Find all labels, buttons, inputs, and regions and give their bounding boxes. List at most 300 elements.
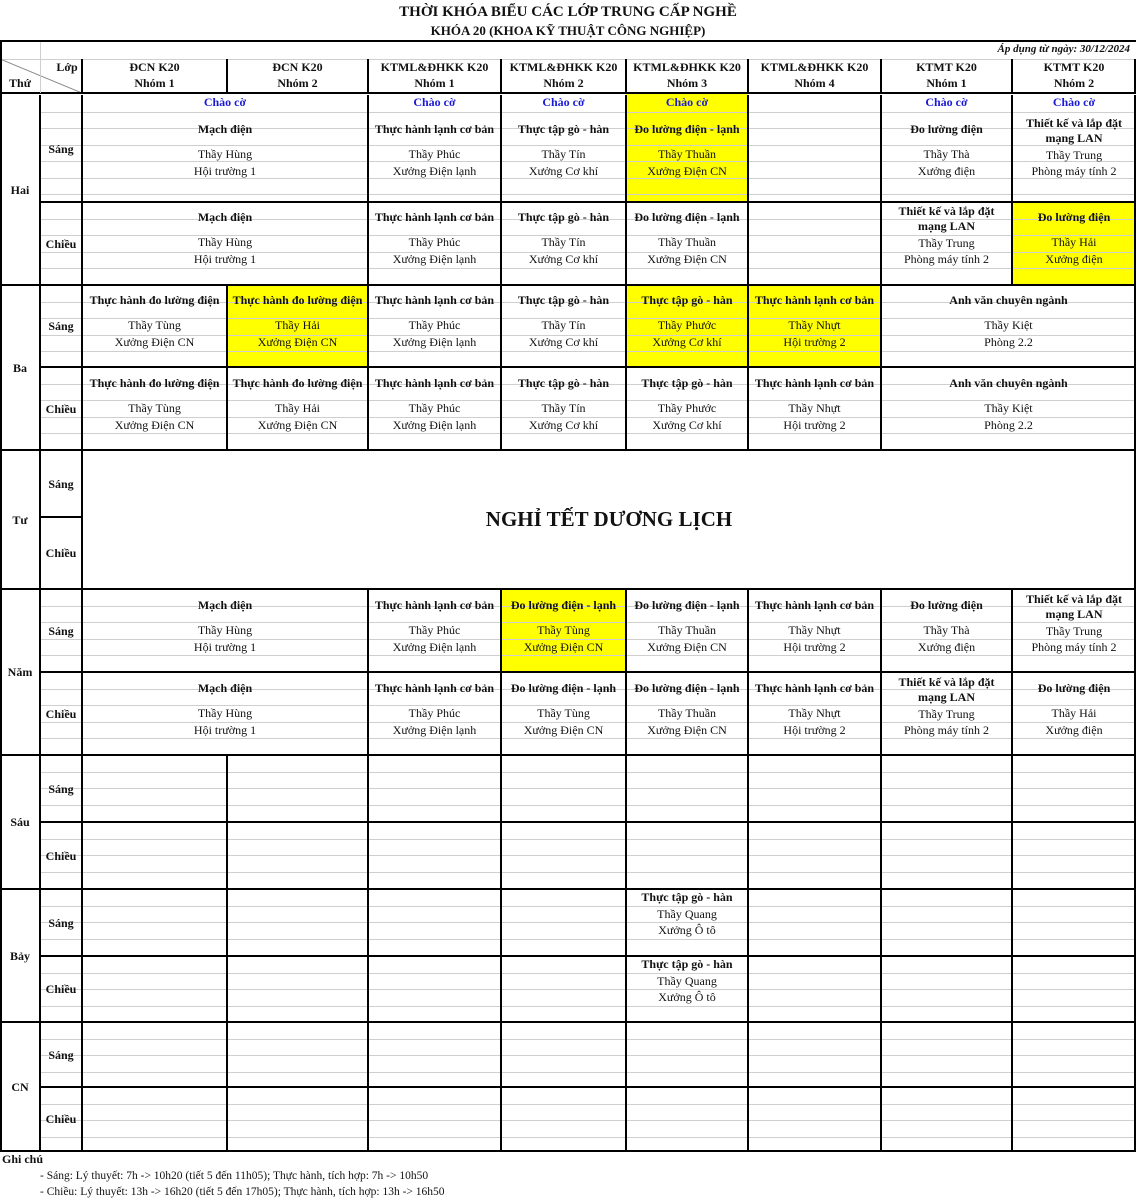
grid-line [40, 973, 82, 974]
grid-line [40, 1072, 82, 1073]
room-text: Xưởng Điện lạnh [392, 418, 477, 432]
grid-line [40, 302, 82, 303]
room-text: Xưởng Điện lạnh [392, 335, 477, 349]
teacher-text: Thầy Hải [275, 318, 320, 332]
border-line [1011, 822, 1013, 889]
border-line [747, 1087, 749, 1151]
border-line [367, 672, 369, 755]
grid-line [40, 722, 82, 723]
session-label: Sáng [48, 781, 74, 796]
note-line-morning: - Sáng: Lý thuyết: 7h -> 10h20 (tiết 5 đến 11h05); Thực hành, tích hợp: 7h -> 10h50 [40, 1170, 429, 1182]
border-line [39, 517, 41, 589]
session-label: Sáng [48, 141, 74, 156]
grid-line [40, 639, 82, 640]
grid-line [82, 145, 1136, 146]
border-line [625, 95, 627, 202]
border-line [500, 95, 502, 202]
grid-line [82, 1072, 1136, 1073]
subject-text: Mạch điện [197, 122, 253, 136]
grid-line [40, 872, 82, 873]
session-label: Chiều [45, 848, 77, 863]
border-line [500, 889, 502, 956]
border-line [226, 755, 228, 822]
border-line [500, 367, 502, 450]
class-group-header: Nhóm 1 [134, 76, 175, 90]
page-title: THỜI KHÓA BIỂU CÁC LỚP TRUNG CẤP NGHỀ [399, 4, 737, 20]
room-text: Xưởng Cơ khí [528, 252, 599, 266]
border-line [500, 956, 502, 1022]
grid-line [82, 738, 1136, 739]
salute-text: Chào cờ [665, 95, 709, 109]
border-line [367, 1087, 369, 1151]
grid-line [82, 788, 1136, 789]
class-name-header: ĐCN K20 [129, 60, 180, 74]
grid-line [82, 922, 1136, 923]
border-line [39, 202, 41, 285]
grid-line [82, 1137, 1136, 1138]
border-line [81, 589, 83, 672]
room-text: Xưởng Cơ khí [528, 418, 599, 432]
grid-line [40, 906, 82, 907]
room-text: Xưởng điện [1045, 252, 1103, 266]
room-text: Xưởng Điện CN [523, 723, 604, 737]
border-line [625, 202, 627, 285]
room-text: Xưởng Điện CN [647, 164, 727, 178]
subject-text: Thực tập gò - hàn [517, 122, 610, 136]
border-line [500, 672, 502, 755]
border-line [880, 589, 882, 672]
border-line [625, 672, 627, 755]
border-line [40, 366, 1136, 368]
grid-line [40, 40, 41, 59]
class-name-header: KTML&ĐHKK K20 [760, 60, 869, 74]
salute-text: Chào cờ [542, 95, 585, 109]
teacher-text: Thầy Tín [541, 235, 586, 249]
grid-line [40, 1039, 82, 1040]
border-line [880, 285, 882, 367]
teacher-text: Thầy Thuần [657, 235, 717, 249]
teacher-text: Thầy Nhựt [788, 318, 841, 332]
border-line [81, 95, 83, 202]
border-line [39, 956, 41, 1022]
border-line [39, 1022, 41, 1087]
teacher-text: Thầy Kiệt [984, 401, 1033, 415]
corner-day-label: Thứ [9, 76, 31, 90]
class-group-header: Nhóm 3 [666, 76, 708, 90]
grid-line [82, 973, 1136, 974]
subject-text: Thực hành lạnh cơ bản [374, 376, 495, 390]
session-label: Sáng [48, 476, 74, 491]
border-line [39, 285, 41, 367]
subject-text: Thực hành lạnh cơ bản [754, 598, 875, 612]
border-line [226, 59, 228, 93]
session-label: Chiều [45, 546, 77, 560]
subject-text: Thực tập gò - hàn [641, 376, 733, 390]
border-line [500, 822, 502, 889]
grid-line [82, 433, 1136, 434]
border-line [880, 1022, 882, 1087]
teacher-text: Thầy Quang [657, 974, 717, 988]
session-label: Chiều [45, 706, 77, 721]
subject-text: Thực tập gò - hàn [641, 293, 733, 307]
border-line [625, 889, 627, 956]
subject-text: Đo lường điện - lạnh [634, 210, 740, 224]
subject-text: Thực tập gò - hàn [641, 957, 733, 971]
teacher-text: Thầy Tùng [128, 318, 181, 332]
grid-line [40, 252, 82, 253]
subject-text: Đo lường điện - lạnh [510, 598, 617, 612]
grid-line [82, 772, 1136, 773]
room-text: Xưởng điện [917, 164, 976, 178]
grid-line [82, 1039, 1136, 1040]
border-line [81, 367, 83, 450]
class-name-header: KTML&ĐHKK K20 [509, 60, 618, 74]
border-line [40, 821, 1136, 823]
border-line [747, 672, 749, 755]
room-text: Xưởng Cơ khí [652, 418, 722, 432]
grid-line [82, 939, 1136, 940]
grid-line [82, 1006, 1136, 1007]
grid-line [82, 805, 1136, 806]
grid-line [40, 805, 82, 806]
room-text: Hội trường 2 [783, 723, 846, 737]
border-line [367, 1022, 369, 1087]
border-line [367, 589, 369, 672]
grid-line [40, 738, 82, 739]
border-line [39, 822, 41, 889]
grid-line [40, 178, 82, 179]
subject-text: Anh văn chuyên ngành [949, 293, 1068, 307]
border-line [81, 956, 83, 1022]
room-text: Hội trường 1 [193, 723, 257, 737]
subject-text: Đo lường điện [1037, 681, 1111, 695]
border-line [625, 755, 627, 822]
border-line [747, 202, 749, 285]
teacher-text: Thầy Hùng [197, 623, 253, 637]
teacher-text: Thầy Phúc [408, 318, 461, 332]
border-line [1011, 59, 1013, 93]
day-label: Ba [12, 360, 27, 375]
border-line [81, 1087, 83, 1151]
border-line [39, 95, 41, 202]
border-line [367, 59, 369, 93]
session-label: Chiều [45, 401, 77, 416]
salute-text: Chào cờ [1052, 95, 1096, 109]
day-label: Hai [10, 183, 30, 197]
border-line [747, 95, 749, 202]
room-text: Phòng 2.2 [984, 418, 1033, 432]
border-line [81, 1022, 83, 1087]
border-line [625, 1022, 627, 1087]
room-text: Hội trường 2 [783, 418, 846, 432]
teacher-text: Thầy Quang [657, 907, 717, 921]
border-line [81, 450, 83, 517]
subject-text: Thiết kế và lắp đặt mạng LAN [898, 204, 995, 233]
border-line [81, 202, 83, 285]
teacher-text: Thầy Thà [923, 147, 970, 161]
room-text: Xưởng Cơ khí [528, 164, 599, 178]
border-line [1011, 1022, 1013, 1087]
border-line [81, 822, 83, 889]
grid-line [40, 351, 82, 352]
border-line [880, 367, 882, 450]
subject-text: Anh văn chuyên ngành [949, 376, 1068, 390]
teacher-text: Thầy Hùng [197, 235, 253, 249]
border-line [226, 889, 228, 956]
class-group-header: Nhóm 2 [543, 76, 584, 90]
subject-text: Thiết kế và lắp đặt mạng LAN [898, 675, 995, 704]
border-line [0, 1150, 1136, 1152]
notes-title: Ghi chú [2, 1152, 44, 1166]
room-text: Hội trường 2 [783, 640, 846, 654]
border-line [39, 755, 41, 822]
subject-text: Đo lường điện [910, 122, 983, 136]
grid-line [40, 128, 82, 129]
room-text: Xưởng Điện CN [647, 640, 727, 654]
grid-line [40, 839, 82, 840]
border-line [367, 822, 369, 889]
border-line [0, 588, 1136, 590]
border-line [880, 672, 882, 755]
border-line [40, 1086, 1136, 1088]
room-text: Xưởng Điện lạnh [392, 164, 477, 178]
session-label: Sáng [48, 1047, 74, 1062]
subject-text: Đo lường điện - lạnh [634, 122, 740, 136]
border-line [500, 1022, 502, 1087]
class-group-header: Nhóm 4 [794, 76, 835, 90]
border-line [226, 285, 228, 367]
subject-text: Thực hành lạnh cơ bản [374, 122, 495, 136]
room-text: Xưởng Cơ khí [528, 335, 599, 349]
subject-text: Thực hành đo lường điện [89, 376, 220, 390]
corner-diagonal [0, 59, 82, 93]
class-group-header: Nhóm 1 [414, 76, 455, 90]
border-line [39, 367, 41, 450]
salute-text: Chào cờ [203, 95, 247, 109]
room-text: Xưởng Điện CN [114, 418, 195, 432]
subject-text: Thực hành lạnh cơ bản [754, 376, 875, 390]
teacher-text: Thầy Nhựt [788, 623, 841, 637]
room-text: Xưởng Điện lạnh [392, 640, 477, 654]
border-line [0, 449, 1136, 451]
grid-line [40, 689, 82, 690]
room-text: Xưởng Điện lạnh [392, 252, 477, 266]
border-line [747, 1022, 749, 1087]
border-line [500, 285, 502, 367]
room-text: Hội trường 1 [193, 640, 257, 654]
border-line [226, 956, 228, 1022]
teacher-text: Thầy Hùng [197, 706, 253, 720]
grid-line [82, 906, 1136, 907]
border-line [39, 889, 41, 956]
border-line [367, 202, 369, 285]
border-line [81, 285, 83, 367]
teacher-text: Thầy Phúc [408, 401, 461, 415]
subject-text: Thực hành lạnh cơ bản [374, 210, 495, 224]
grid-line [82, 1104, 1136, 1105]
session-label: Sáng [48, 623, 74, 638]
subject-text: Thiết kế và lắp đặt mạng LAN [1025, 592, 1122, 621]
grid-line [40, 59, 41, 93]
border-line [39, 589, 41, 672]
subject-text: Thực hành lạnh cơ bản [374, 681, 495, 695]
room-text: Xưởng Ô tô [658, 990, 716, 1004]
border-line [747, 755, 749, 822]
border-line [625, 59, 627, 93]
corner-class-label: Lớp [56, 60, 78, 74]
border-line [747, 285, 749, 367]
class-group-header: Nhóm 2 [1053, 76, 1095, 90]
border-line [747, 367, 749, 450]
border-line [40, 516, 82, 518]
grid-line [82, 194, 1136, 195]
border-line [226, 1087, 228, 1151]
border-line [747, 822, 749, 889]
page-subtitle: KHÓA 20 (KHOA KỸ THUẬT CÔNG NGHIỆP) [430, 23, 706, 38]
border-line [1011, 956, 1013, 1022]
grid-line [82, 989, 1136, 990]
day-label: CN [11, 1079, 29, 1094]
border-line [226, 367, 228, 450]
room-text: Xưởng điện [917, 640, 976, 654]
class-name-header: KTMT K20 [916, 60, 977, 74]
border-line [367, 285, 369, 367]
grid-line [82, 351, 1136, 352]
border-line [1011, 1087, 1013, 1151]
grid-line [82, 839, 1136, 840]
border-line [40, 955, 1136, 957]
grid-line [40, 655, 82, 656]
teacher-text: Thầy Hải [1051, 235, 1097, 249]
grid-line [40, 1104, 82, 1105]
grid-line [82, 655, 1136, 656]
teacher-text: Thầy Tùng [537, 706, 590, 720]
salute-text: Chào cờ [413, 95, 456, 109]
room-text: Phòng 2.2 [984, 335, 1033, 349]
border-line [625, 589, 627, 672]
subject-text: Thực hành đo lường điện [232, 293, 363, 307]
grid-line [40, 194, 82, 195]
subject-text: Thực tập gò - hàn [517, 376, 610, 390]
subject-text: Thực hành lạnh cơ bản [374, 293, 495, 307]
grid-line [40, 417, 82, 418]
teacher-text: Thầy Thuần [657, 623, 717, 637]
teacher-text: Thầy Trung [918, 707, 975, 721]
border-line [367, 889, 369, 956]
room-text: Xưởng điện [1045, 723, 1103, 737]
session-label: Sáng [48, 915, 74, 930]
border-line [39, 672, 41, 755]
class-group-header: Nhóm 1 [926, 76, 967, 90]
teacher-text: Thầy Thà [923, 623, 970, 637]
subject-text: Thực tập gò - hàn [641, 890, 733, 904]
border-line [226, 822, 228, 889]
subject-text: Mạch điện [197, 681, 253, 695]
subject-text: Thực tập gò - hàn [517, 293, 610, 307]
room-text: Xưởng Ô tô [658, 923, 716, 937]
grid-line [40, 1006, 82, 1007]
room-text: Hội trường 1 [193, 252, 257, 266]
grid-line [40, 1137, 82, 1138]
teacher-text: Thầy Tùng [128, 401, 181, 415]
grid-line [40, 161, 82, 162]
session-label: Chiều [45, 236, 77, 251]
room-text: Xưởng Cơ khí [652, 335, 722, 349]
teacher-text: Thầy Phúc [408, 235, 461, 249]
subject-text: Mạch điện [197, 598, 253, 612]
subject-text: Thiết kế và lắp đặt mạng LAN [1025, 116, 1122, 145]
border-line [1011, 889, 1013, 956]
teacher-text: Thầy Thuần [657, 147, 717, 161]
border-line [747, 956, 749, 1022]
border-line [226, 1022, 228, 1087]
grid-line [82, 268, 1136, 269]
teacher-text: Thầy Tín [541, 318, 586, 332]
apply-date: Áp dụng từ ngày: 30/12/2024 [997, 43, 1130, 55]
border-line [1011, 589, 1013, 672]
border-line [880, 755, 882, 822]
class-name-header: KTMT K20 [1043, 60, 1105, 74]
subject-text: Thực hành lạnh cơ bản [754, 293, 875, 307]
border-line [81, 889, 83, 956]
border-line [81, 755, 83, 822]
border-line [1011, 755, 1013, 822]
border-line [500, 59, 502, 93]
class-name-header: KTML&ĐHKK K20 [633, 60, 741, 74]
border-line [81, 517, 83, 589]
subject-text: Đo lường điện - lạnh [634, 681, 740, 695]
room-text: Phòng máy tính 2 [903, 723, 989, 737]
teacher-text: Thầy Hải [275, 401, 320, 415]
grid-line [40, 219, 82, 220]
border-line [880, 889, 882, 956]
teacher-text: Thầy Tín [541, 147, 586, 161]
room-text: Xưởng Điện CN [257, 335, 338, 349]
room-text: Xưởng Điện CN [257, 418, 338, 432]
session-label: Sáng [48, 319, 74, 333]
room-text: Phòng máy tính 2 [903, 252, 989, 266]
grid-line [40, 772, 82, 773]
teacher-text: Thầy Hải [1051, 706, 1097, 720]
day-label: Tư [12, 512, 28, 527]
border-line [500, 589, 502, 672]
border-line [367, 367, 369, 450]
subject-text: Đo lường điện - lạnh [634, 598, 740, 612]
teacher-text: Thầy Thuần [657, 706, 717, 720]
day-label: Sáu [10, 815, 30, 829]
subject-text: Đo lường điện - lạnh [510, 681, 617, 695]
border-line [747, 589, 749, 672]
border-line [625, 367, 627, 450]
border-line [367, 95, 369, 202]
teacher-text: Thầy Kiệt [984, 318, 1033, 332]
teacher-text: Thầy Phúc [408, 147, 461, 161]
grid-line [40, 268, 82, 269]
grid-line [82, 1055, 1136, 1056]
teacher-text: Thầy Phúc [408, 706, 461, 720]
teacher-text: Thầy Hùng [197, 147, 253, 161]
border-line [880, 202, 882, 285]
border-line [880, 956, 882, 1022]
teacher-text: Thầy Trung [918, 236, 975, 250]
room-text: Xưởng Điện CN [647, 252, 727, 266]
session-label: Chiều [45, 1112, 77, 1126]
border-line [880, 95, 882, 202]
border-line [0, 888, 1136, 890]
subject-text: Thực hành đo lường điện [232, 376, 363, 390]
subject-text: Thực hành lạnh cơ bản [374, 598, 495, 612]
border-line [625, 1087, 627, 1151]
